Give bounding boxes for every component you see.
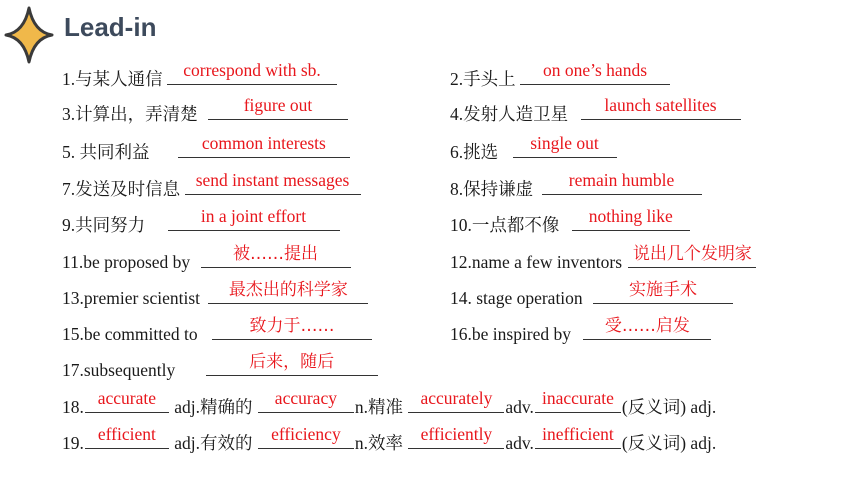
star-logo-icon — [4, 6, 54, 64]
answer-blank — [408, 424, 504, 449]
answer-text: correspond with sb. — [183, 60, 321, 80]
answer-text: on one’s hands — [542, 60, 648, 80]
question-text: 7.发送及时信息 — [62, 179, 181, 199]
answer-blank — [167, 60, 337, 85]
answer-text: 实施手术 — [629, 280, 698, 300]
answer-text: launch satellites — [604, 95, 717, 115]
answer-text: efficiently — [420, 424, 493, 444]
row-text: adv. — [505, 433, 534, 453]
answer-blank — [628, 244, 756, 268]
answer-blank — [208, 280, 368, 304]
answer-blank — [535, 388, 621, 413]
list-item — [450, 206, 690, 237]
answer-blank — [542, 170, 702, 195]
list-item — [62, 316, 372, 345]
answer-blank — [208, 95, 348, 120]
question-text: 6.挑选 — [450, 142, 499, 162]
list-item — [62, 133, 350, 164]
answer-blank — [408, 388, 504, 413]
list-item — [62, 244, 351, 273]
answer-blank — [168, 206, 340, 231]
answer-blank — [212, 316, 372, 340]
answer-blank — [583, 316, 711, 340]
answer-text: in a joint effort — [200, 206, 307, 226]
list-item — [62, 60, 337, 91]
question-text: 1.与某人通信 — [62, 69, 163, 89]
answer-blank — [178, 133, 350, 158]
question-text: 12.name a few inventors — [450, 252, 623, 272]
answer-text: 致力于…… — [249, 316, 335, 336]
question-text: 3.计算出，弄清楚 — [62, 104, 198, 124]
list-item — [62, 280, 368, 309]
answer-text: 被……提出 — [233, 244, 319, 264]
list-item — [450, 95, 741, 126]
row-text: adj.有效的 — [169, 433, 257, 453]
list-item — [62, 170, 361, 201]
page-title: Lead-in — [64, 12, 157, 42]
list-item — [450, 60, 670, 91]
answer-text: 后来，随后 — [249, 352, 335, 372]
question-text: 4.发射人造卫星 — [450, 104, 569, 124]
list-item — [62, 206, 340, 237]
answer-text: common interests — [201, 133, 326, 153]
answer-blank — [206, 352, 378, 376]
answer-blank — [258, 424, 354, 449]
row-text: (反义词) adj. — [621, 397, 717, 417]
answer-blank — [85, 388, 169, 413]
list-item — [62, 95, 348, 126]
row-text: (反义词) adj. — [621, 433, 717, 453]
question-text: 16.be inspired by — [450, 324, 572, 344]
answer-text: accurate — [97, 388, 157, 408]
list-item — [450, 170, 702, 201]
question-text: 9.共同努力 — [62, 215, 146, 235]
answer-text: figure out — [243, 95, 313, 115]
word-forms-row — [62, 424, 717, 455]
question-text: 13.premier scientist — [62, 288, 201, 308]
answer-blank — [185, 170, 361, 195]
row-text: n.精准 — [354, 397, 408, 417]
answer-text: accuracy — [274, 388, 337, 408]
answer-text: efficiency — [271, 424, 341, 444]
answer-text: remain humble — [568, 170, 675, 190]
question-text: 11.be proposed by — [62, 252, 191, 272]
answer-text: inaccurate — [541, 388, 614, 408]
answer-blank — [520, 60, 670, 85]
question-text: 2.手头上 — [450, 69, 516, 89]
row-text: adj.精确的 — [169, 397, 257, 417]
question-text: 10.一点都不像 — [450, 215, 560, 235]
question-text: 15.be committed to — [62, 324, 198, 344]
answer-text: accurately — [420, 388, 493, 408]
row-number: 19. — [62, 433, 84, 453]
row-text: n.效率 — [354, 433, 408, 453]
answer-text: 最杰出的科学家 — [228, 280, 348, 300]
answer-blank — [201, 244, 351, 268]
question-text: 8.保持谦虚 — [450, 179, 534, 199]
answer-text: single out — [530, 133, 599, 153]
answer-blank — [513, 133, 617, 158]
question-text: 17.subsequently — [62, 360, 176, 380]
answer-text: send instant messages — [195, 170, 350, 190]
answer-blank — [572, 206, 690, 231]
list-item — [450, 133, 617, 164]
answer-text: efficient — [97, 424, 156, 444]
answer-blank — [535, 424, 621, 449]
row-number: 18. — [62, 397, 84, 417]
answer-text: 受……启发 — [604, 316, 690, 336]
list-item — [450, 244, 756, 273]
answer-text: nothing like — [588, 206, 673, 226]
question-text: 14. stage operation — [450, 288, 583, 308]
list-item — [450, 280, 733, 309]
question-text: 5. 共同利益 — [62, 142, 150, 162]
list-item — [62, 352, 378, 381]
word-forms-row — [62, 388, 717, 419]
answer-text: 说出几个发明家 — [632, 244, 752, 264]
answer-blank — [258, 388, 354, 413]
answer-blank — [593, 280, 733, 304]
answer-blank — [85, 424, 169, 449]
answer-blank — [581, 95, 741, 120]
list-item — [450, 316, 711, 345]
row-text: adv. — [505, 397, 534, 417]
answer-text: inefficient — [542, 424, 614, 444]
